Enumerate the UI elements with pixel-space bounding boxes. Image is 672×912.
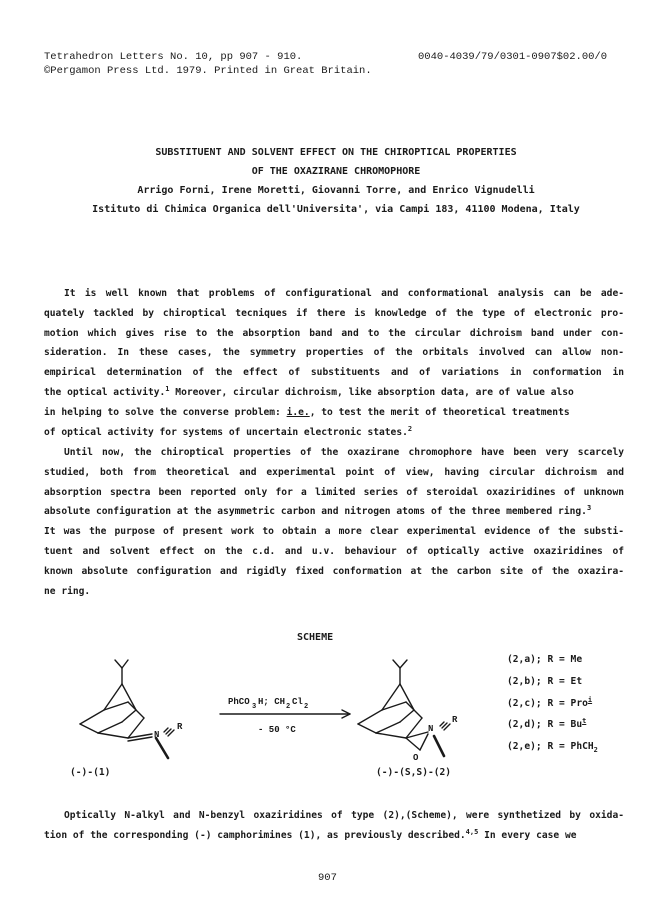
p1-text: of optical activity for systems of uncertain electronic states. [44, 426, 408, 438]
p1-text: , to test the merit of theoretical treatments [309, 406, 570, 418]
p2-line: studied, both from theoretical and experimental point of view, having circular dichroism and [44, 466, 624, 478]
reaction-arrow [220, 697, 350, 735]
sub-code: (2,e); [507, 741, 542, 752]
p1-line [44, 403, 624, 423]
p1-line: motion which gives rise to the absorption band and to the circular dichroism band under con- [44, 327, 624, 339]
publisher-line: ©Pergamon Press Ltd. 1979. Printed in Great Britain. [44, 65, 372, 77]
sub-code: (2,c); [507, 698, 542, 709]
p2-line [44, 502, 624, 522]
atom-n-right: N [428, 724, 434, 734]
page-number: 907 [318, 872, 337, 884]
p2-text: absolute configuration at the asymmetric carbon and nitrogen atoms of the three membered ring. [44, 506, 587, 518]
sub-code: (2,d); [507, 719, 542, 730]
substituent-c [507, 695, 593, 709]
reagent-peracid: PhCO [228, 697, 250, 707]
journal-line: Tetrahedron Letters No. 10, pp 907 - 910. [44, 51, 303, 63]
affiliation: Istituto di Chimica Organica dell'Universita', via Campi 183, 41100 Modena, Italy [92, 204, 580, 215]
sub-r: R = Pro [547, 698, 588, 709]
sub-sup: i [587, 695, 593, 704]
sub-code: (2,b); [507, 676, 542, 687]
p2-line: tuent and solvent effect on the c.d. and u.v. behaviour of optically active oxaziridines of [44, 545, 624, 557]
ref-3: 3 [586, 504, 592, 513]
sub-r: R = PhCH [547, 741, 594, 752]
sub-r: R = Me [547, 654, 583, 665]
ref-2: 2 [407, 424, 413, 433]
p3-line: Optically N-alkyl and N-benzyl oxaziridines of type (2),(Scheme), were synthetized by oxida- [64, 810, 624, 821]
ref-4-5: 4,5 [465, 827, 479, 836]
reagent-sub: 2 [286, 703, 291, 711]
substituent-a [507, 654, 582, 665]
atom-n-left: N [154, 730, 160, 740]
p2-line: known absolute configuration and rigidly fixed conformation at the carbon site of the oxazira- [44, 565, 624, 577]
p1-text: Moreover, circular dichroism, like absorption data, are of value also [169, 386, 574, 398]
camphorimine-structure [80, 660, 183, 758]
sub-code: (2,a); [507, 654, 542, 665]
atom-o-right: O [413, 753, 419, 763]
scheme-heading: SCHEME [297, 632, 334, 643]
sub-sub: 2 [593, 745, 598, 754]
article-code: 0040-4039/79/0301-0907$02.00/0 [418, 51, 608, 63]
sub-sup: t [582, 716, 587, 725]
p2-line: absorption spectra been reported only for a limited series of steroidal oxaziridines of unknown [44, 486, 624, 498]
p1-text: the optical activity. [44, 386, 166, 398]
atom-r-right: R [452, 715, 458, 725]
ref-1: 1 [165, 384, 170, 393]
reaction-temperature: - 50 °C [258, 725, 296, 735]
ie-underlined: i.e. [286, 406, 310, 418]
paragraph-2 [44, 443, 624, 601]
p1-line [44, 383, 624, 403]
p1-line: quately tackled by chiroptical tecniques if there is knowledge of the type of electronic pro- [44, 307, 624, 319]
p3-text: In every case we [478, 829, 577, 841]
p3-text: tion of the corresponding (-) camphorimines (1), as previously described. [44, 829, 466, 841]
reagent-text: H; CH [258, 697, 286, 707]
p3-line [44, 826, 624, 846]
substituent-e [507, 741, 598, 752]
reagent-sub: 2 [304, 703, 309, 711]
title-line-2: OF THE OXAZIRANE CHROMOPHORE [251, 166, 421, 177]
p1-line: It is well known that problems of configurational and conformational analysis can be ade- [64, 288, 624, 299]
paragraph-3 [44, 806, 624, 846]
p1-line: empirical determination of the effect of substituents and of variations in conformation in [44, 367, 624, 379]
label-compound-1: (-)-(1) [70, 767, 111, 778]
p1-text: in helping to solve the converse problem: [44, 406, 287, 418]
p1-line: sideration. In these cases, the symmetry properties of the orbitals involved can allow non- [44, 347, 624, 359]
reagent-text: Cl [292, 697, 303, 707]
reagent-sub: 3 [252, 703, 257, 711]
substituent-d [507, 716, 587, 730]
substituent-b [507, 676, 582, 687]
sub-r: R = Bu [547, 719, 583, 730]
p2-line: Until now, the chiroptical properties of the oxazirane chromophore have been very scarcely [64, 447, 624, 458]
authors: Arrigo Forni, Irene Moretti, Giovanni Torre, and Enrico Vignudelli [137, 185, 535, 196]
atom-r-left: R [177, 722, 183, 732]
title-line-1: SUBSTITUENT AND SOLVENT EFFECT ON THE CHIROPTICAL PROPERTIES [155, 147, 517, 158]
p2-line: It was the purpose of present work to obtain a more clear experimental evidence of the substi- [44, 526, 624, 538]
label-compound-2: (-)-(S,S)-(2) [376, 767, 452, 778]
sub-r: R = Et [547, 676, 583, 687]
paragraph-1 [44, 284, 624, 442]
p1-line [44, 423, 624, 443]
oxaziridine-structure [358, 660, 458, 763]
p2-line: ne ring. [44, 585, 91, 597]
